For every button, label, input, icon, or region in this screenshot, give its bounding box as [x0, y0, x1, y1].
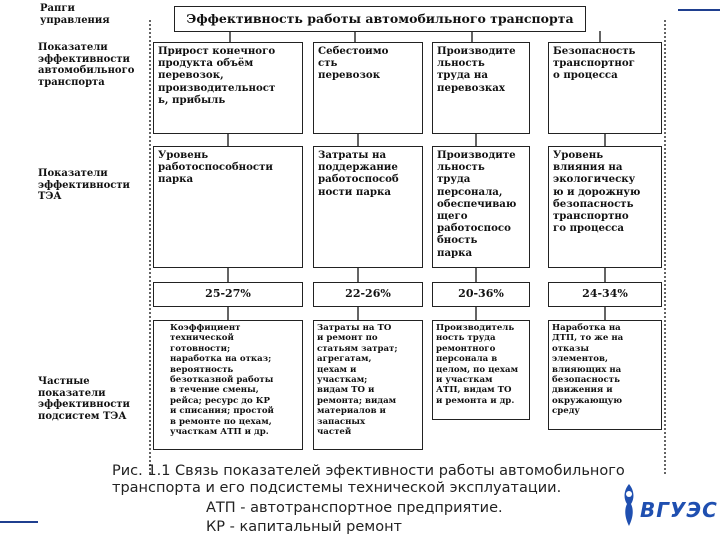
- row-label-tea: Показатели эффективности ТЭА: [38, 168, 130, 202]
- row4-box-3: Производитель ность труда ремонтного персонала в целом, по цехам и участкам АТП, видам ТО и ремонта и др.: [432, 320, 530, 420]
- pct-box-2: 22-26%: [313, 282, 423, 307]
- corner-label: Рапги управления: [40, 3, 110, 26]
- accent-rule-top: [678, 9, 720, 11]
- row1-box-1: Прирост конечного продукта объём перевозок, производительност ь, прибыль: [153, 42, 303, 134]
- pct-box-4: 24-34%: [548, 282, 662, 307]
- caption-line-2: транспорта и его подсистемы технической эксплуатации.: [112, 480, 562, 496]
- university-emblem-icon: [618, 482, 640, 528]
- caption-line-4: КР - капитальный ремонт: [206, 519, 403, 535]
- university-logo-text: ВГУЭС: [640, 498, 718, 522]
- row-label-subsystems: Частные показатели эффективности подсистем ТЭА: [38, 376, 130, 422]
- row2-box-1: Уровень работоспособности парка: [153, 146, 303, 268]
- row1-box-4: Безопасность транспортног о процесса: [548, 42, 662, 134]
- row2-box-3: Производите льность труда персонала, обеспечиваю щего работоспосо бность парка: [432, 146, 530, 268]
- title-box: Эффективность работы автомобильного транспорта: [174, 6, 586, 32]
- row1-box-3: Производите льность труда на перевозках: [432, 42, 530, 134]
- row4-box-1: Коэффициент технической готовности; наработка на отказ; вероятность безотказной работы в течение смены, рейса; ресурс до КР и списания; простой в ремонте по цехам, участкам АТП и др.: [153, 320, 303, 450]
- accent-rule-bottom: [0, 521, 38, 523]
- caption-line-3: АТП - автотранспортное предприятие.: [206, 500, 503, 516]
- pct-box-3: 20-36%: [432, 282, 530, 307]
- row1-box-2: Себестоимо сть перевозок: [313, 42, 423, 134]
- row2-box-2: Затраты на поддержание работоспособ ности парка: [313, 146, 423, 268]
- row4-box-2: Затраты на ТО и ремонт по статьям затрат; агрегатам, цехам и участкам; видам ТО и ремонта; видам материалов и запасных частей: [313, 320, 423, 450]
- row-label-transport: Показатели эффективности автомобильного транспорта: [38, 42, 135, 88]
- pct-box-1: 25-27%: [153, 282, 303, 307]
- row4-box-4: Наработка на ДТП, то же на отказы элементов, влияющих на безопасность движения и окружающую среду: [548, 320, 662, 430]
- row2-box-4: Уровень влияния на экологическу ю и дорожную безопасность транспортно го процесса: [548, 146, 662, 268]
- caption-line-1: Рис. 1.1 Связь показателей эфективности работы автомобильного: [112, 463, 625, 479]
